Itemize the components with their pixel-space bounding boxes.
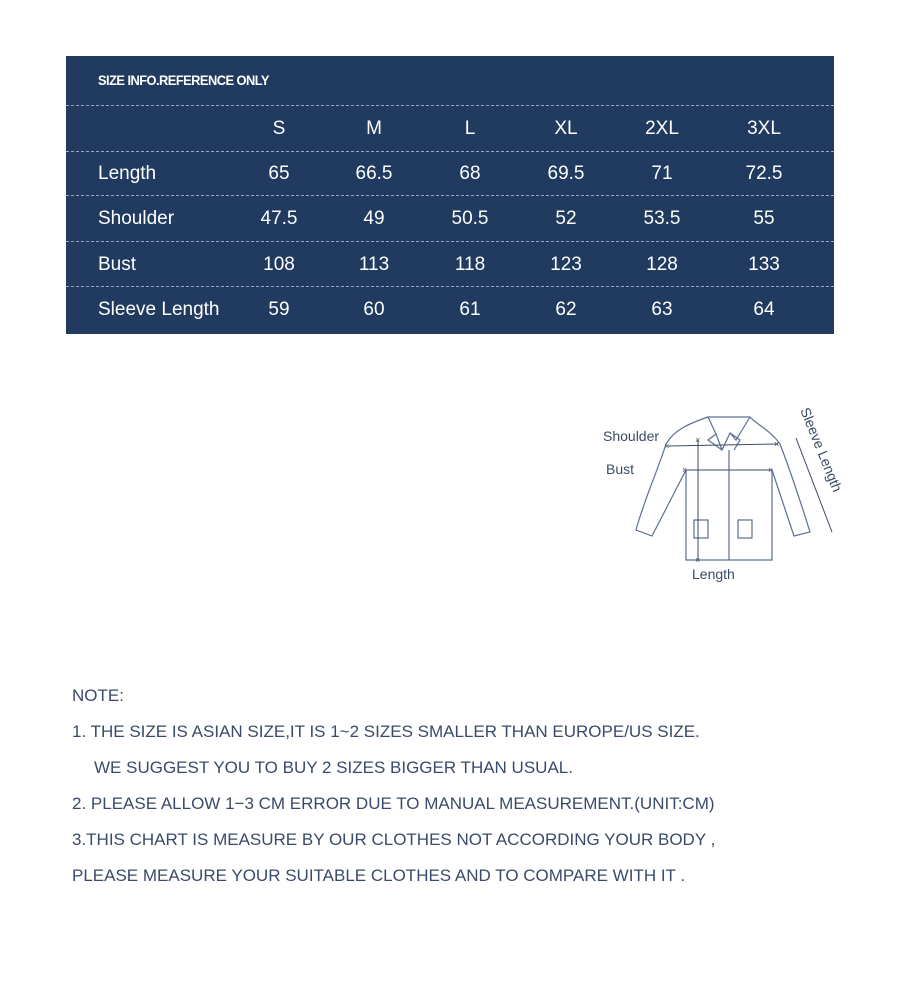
note-line: 3.THIS CHART IS MEASURE BY OUR CLOTHES NOT ACCORDING YOUR BODY , — [72, 830, 716, 849]
table-cell: 61 — [459, 299, 481, 320]
size-table — [66, 56, 834, 334]
size-header-s: S — [272, 118, 286, 139]
svg-text:×: × — [774, 439, 780, 449]
sleeve-length-label: Sleeve Length — [797, 405, 846, 495]
table-row-shoulder — [66, 196, 834, 241]
table-cell: 64 — [753, 299, 775, 320]
table-cell: 113 — [358, 254, 390, 275]
table-cell: 49 — [363, 208, 385, 229]
svg-text:×: × — [768, 465, 774, 475]
size-header-xl: XL — [554, 118, 578, 139]
table-cell: 47.5 — [260, 208, 298, 229]
table-row-length — [66, 151, 834, 196]
size-header-m: M — [366, 118, 382, 139]
note-line: 1. THE SIZE IS ASIAN SIZE,IT IS 1~2 SIZES SMALLER THAN EUROPE/US SIZE. — [72, 722, 700, 741]
shoulder-label: Shoulder — [603, 428, 660, 444]
shoulder-line — [668, 444, 778, 446]
table-cell: 128 — [646, 254, 678, 275]
table-cell: 66.5 — [355, 163, 393, 184]
table-row-bust — [66, 242, 834, 287]
size-header-2xl: 2XL — [645, 118, 679, 139]
table-cell: 71 — [651, 163, 673, 184]
size-header-l: L — [464, 118, 476, 139]
row-label: Sleeve Length — [98, 299, 220, 320]
length-label: Length — [692, 566, 735, 582]
row-label: Length — [98, 163, 157, 184]
table-cell: 133 — [748, 254, 780, 275]
pocket-right — [738, 520, 752, 538]
table-cell: 68 — [459, 163, 481, 184]
svg-text:×: × — [695, 555, 701, 565]
pocket-left — [694, 520, 708, 538]
table-cell: 72.5 — [745, 163, 783, 184]
svg-text:×: × — [695, 435, 701, 445]
table-cell: 63 — [651, 299, 673, 320]
table-cell: 59 — [268, 299, 290, 320]
header-row — [66, 106, 834, 151]
table-cell: 60 — [363, 299, 385, 320]
size-header-3xl: 3XL — [747, 118, 781, 139]
table-row-sleeve-length — [66, 287, 834, 332]
table-cell: 62 — [555, 299, 577, 320]
table-cell: 123 — [550, 254, 582, 275]
table-cell: 69.5 — [547, 163, 585, 184]
shirt-outline — [636, 417, 810, 560]
table-title: SIZE INFO.REFERENCE ONLY — [98, 72, 269, 88]
note-line: PLEASE MEASURE YOUR SUITABLE CLOTHES AND TO COMPARE WITH IT . — [72, 866, 686, 885]
row-label: Bust — [98, 254, 137, 275]
notes-heading: NOTE: — [72, 686, 124, 705]
table-cell: 53.5 — [643, 208, 681, 229]
table-cell: 52 — [555, 208, 577, 229]
note-line: 2. PLEASE ALLOW 1−3 CM ERROR DUE TO MANUAL MEASUREMENT.(UNIT:CM) — [72, 794, 715, 813]
measurement-diagram — [600, 400, 860, 590]
table-cell: 108 — [263, 254, 295, 275]
table-cell: 50.5 — [451, 208, 489, 229]
bust-label: Bust — [606, 461, 635, 477]
svg-text:×: × — [664, 441, 670, 451]
row-label: Shoulder — [98, 208, 175, 229]
table-cell: 55 — [753, 208, 775, 229]
note-line: WE SUGGEST YOU TO BUY 2 SIZES BIGGER THAN USUAL. — [94, 758, 573, 777]
table-cell: 118 — [454, 254, 486, 275]
table-cell: 65 — [268, 163, 290, 184]
svg-text:×: × — [682, 465, 688, 475]
